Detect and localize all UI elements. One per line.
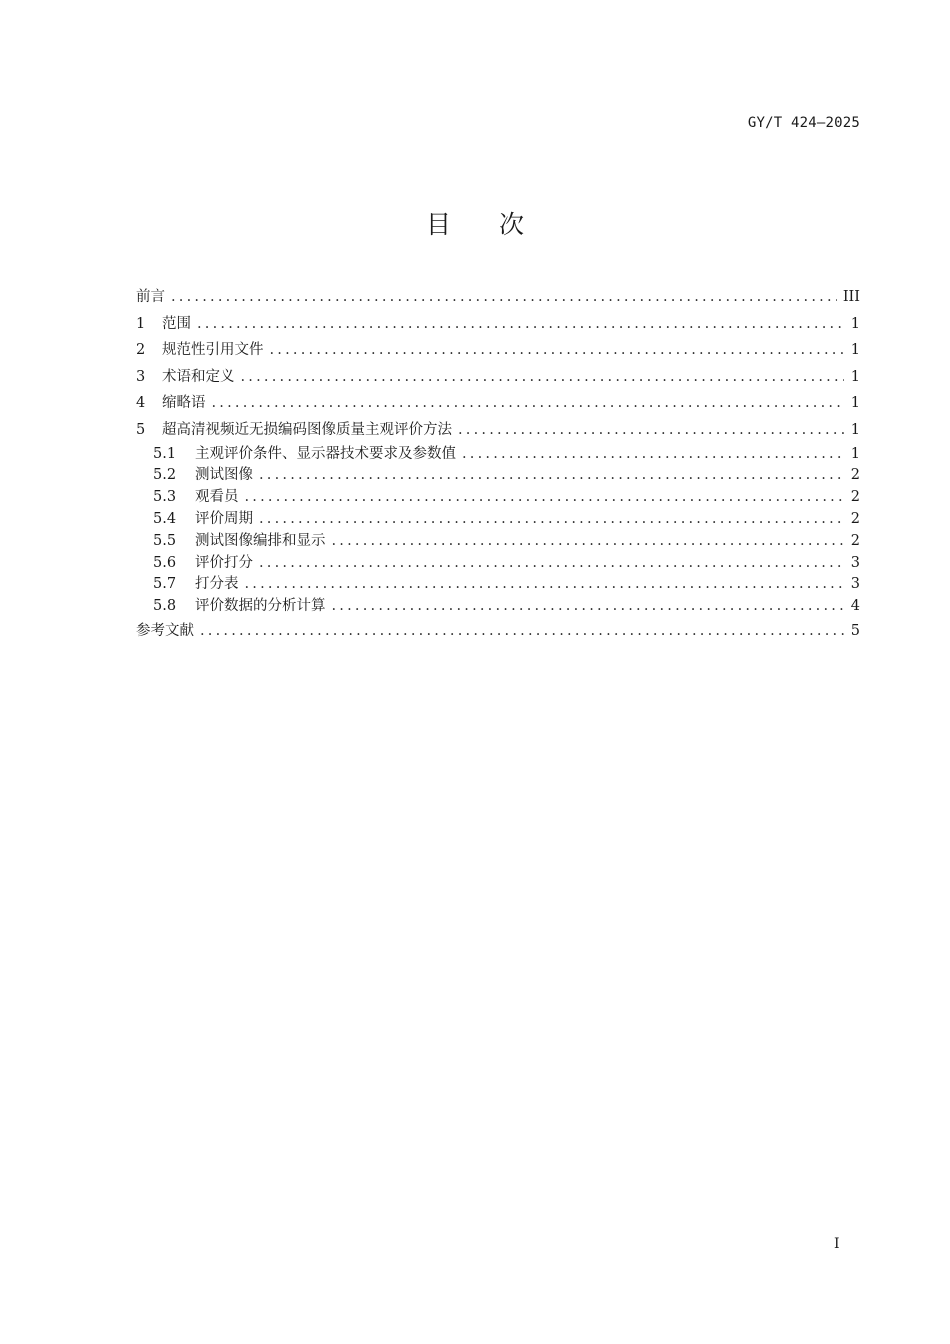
toc-entry-page: 1: [850, 315, 860, 332]
toc-entry-label: 缩略语: [162, 395, 206, 412]
toc-entry-number: 5.1: [153, 445, 177, 462]
toc-entry-page: 1: [850, 445, 860, 462]
toc-entry[interactable]: [136, 509, 860, 531]
toc-entry-label: 评价数据的分析计算: [195, 598, 326, 615]
toc-entry[interactable]: [136, 596, 860, 618]
toc-entry-page: 5: [850, 622, 860, 639]
toc-dot-leader: [259, 465, 844, 487]
toc-entry[interactable]: [136, 574, 860, 596]
toc-entry-number: 5.6: [153, 554, 177, 571]
toc-entry-page: 1: [850, 368, 860, 385]
toc-entry-page: 1: [850, 395, 860, 412]
toc-entry[interactable]: [136, 531, 860, 553]
toc-dot-leader: [245, 487, 845, 509]
toc-entry-number: 3: [136, 368, 146, 385]
toc-entry-page: 2: [850, 510, 860, 527]
toc-entry-number: 5.5: [153, 532, 177, 549]
toc-entry-label: 超高清视频近无损编码图像质量主观评价方法: [162, 421, 452, 438]
toc-dot-leader: [332, 596, 845, 618]
toc-entry-label: 观看员: [195, 489, 239, 506]
toc-entry-page: 2: [850, 489, 860, 506]
toc-entry-number: 1: [136, 315, 146, 332]
toc-dot-leader: [259, 553, 844, 575]
toc-entry-page: 2: [850, 532, 860, 549]
toc-entry-number: 5.8: [153, 598, 177, 615]
toc-entry-number: 5.3: [153, 489, 177, 506]
toc-entry[interactable]: [136, 311, 860, 338]
toc-dot-leader: [200, 618, 844, 645]
toc-dot-leader: [332, 531, 845, 553]
toc-dot-leader: [458, 417, 844, 444]
toc-title-part2: 次: [499, 210, 525, 239]
toc-entry-label: 打分表: [195, 576, 239, 593]
toc-title-part1: 目: [425, 210, 451, 239]
toc-entry-number: 5.2: [153, 467, 177, 484]
toc-entry-label: 参考文献: [136, 622, 194, 639]
toc-entry-label: 评价周期: [195, 510, 253, 527]
toc-dot-leader: [197, 311, 844, 338]
toc-entry[interactable]: [136, 364, 860, 391]
toc-entry-label: 规范性引用文件: [162, 342, 264, 359]
toc-dot-leader: [241, 364, 845, 391]
toc-dot-leader: [270, 337, 845, 364]
toc-entry[interactable]: [136, 618, 860, 645]
toc-entry-number: 5.4: [153, 510, 177, 527]
toc-dot-leader: [259, 509, 844, 531]
toc-entry[interactable]: [136, 487, 860, 509]
toc-entry-label: 前言: [136, 289, 165, 305]
toc-dot-leader: [245, 574, 845, 596]
toc-entry-label: 测试图像: [195, 467, 253, 484]
toc-entry[interactable]: [136, 390, 860, 417]
toc-entry[interactable]: [136, 417, 860, 444]
toc-entry[interactable]: [136, 337, 860, 364]
toc-entry-number: 4: [136, 395, 146, 412]
toc-entry[interactable]: [136, 284, 860, 311]
toc-entry-label: 术语和定义: [162, 368, 235, 385]
toc-entry-page: 4: [850, 598, 860, 615]
toc-entry-page: 3: [850, 554, 860, 571]
page-number: I: [834, 1236, 840, 1252]
toc-title: [0, 205, 950, 241]
toc-entry-page: III: [842, 289, 860, 305]
toc-entry-number: 5.7: [153, 576, 177, 593]
toc-entry-page: 2: [850, 467, 860, 484]
toc-entry[interactable]: [136, 444, 860, 466]
toc-entry-number: 2: [136, 342, 146, 359]
toc-entry-page: 1: [850, 342, 860, 359]
toc-dot-leader: [171, 284, 837, 311]
toc-entry-page: 1: [850, 421, 860, 438]
table-of-contents: [136, 284, 860, 645]
toc-entry-label: 测试图像编排和显示: [195, 532, 326, 549]
standard-code: GY/T 424—2025: [747, 115, 860, 131]
toc-entry[interactable]: [136, 465, 860, 487]
toc-entry-page: 3: [850, 576, 860, 593]
toc-entry-label: 范围: [162, 315, 191, 332]
toc-dot-leader: [462, 444, 844, 466]
toc-entry-label: 主观评价条件、显示器技术要求及参数值: [195, 445, 456, 462]
toc-entry-label: 评价打分: [195, 554, 253, 571]
toc-dot-leader: [212, 390, 845, 417]
toc-entry[interactable]: [136, 553, 860, 575]
toc-entry-number: 5: [136, 421, 146, 438]
